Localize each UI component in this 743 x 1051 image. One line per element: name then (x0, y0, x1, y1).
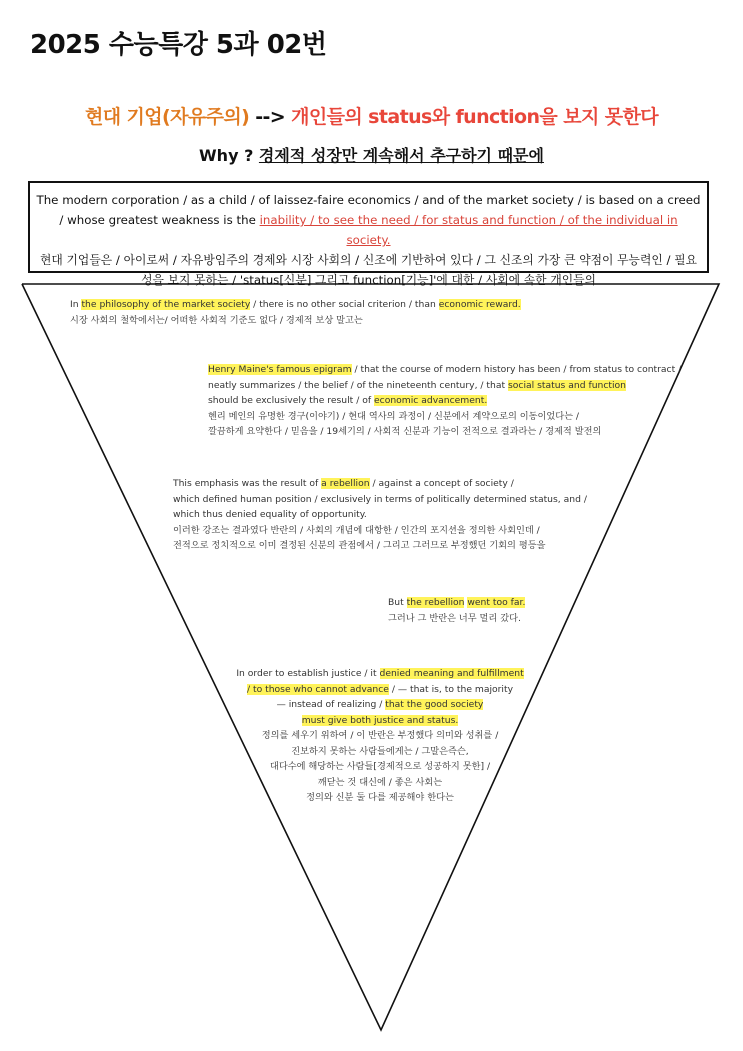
highlight: that the good society (385, 699, 484, 710)
block-2-korean-line-2: 깔끔하게 요약한다 / 믿음을 / 19세기의 / 사회적 신분과 기능이 전적으로 결과라는 / 경제적 발전의 (208, 426, 602, 437)
highlight: economic reward. (438, 299, 521, 310)
text: In (70, 299, 82, 310)
highlight: went too far. (467, 597, 526, 608)
highlight: the rebellion (406, 597, 465, 608)
block-4-korean: 그러나 그 반란은 너무 멀리 갔다. (388, 612, 521, 624)
text: But (388, 597, 407, 608)
block-1-korean: 시장 사회의 철학에서는/ 어떠한 사회적 기준도 없다 / 경제적 보상 말고는 (70, 314, 363, 326)
text: / that the course of modern history has been / from status to contract / (351, 364, 682, 375)
block-1 (70, 297, 521, 328)
block-5 (225, 666, 535, 806)
page-title: 2025 수능특강 5과 02번 (30, 30, 327, 60)
highlight: the philosophy of the market society (81, 299, 251, 310)
block-3 (173, 476, 587, 554)
highlight: a rebellion (321, 478, 370, 489)
text: neatly summarizes / the belief / of the nineteenth century, / that (208, 379, 508, 391)
highlight: economic advancement. (374, 395, 488, 406)
why-prefix: Why ? (199, 146, 259, 165)
block-3-english-line-1 (173, 476, 587, 492)
highlight: must give both justice and status. (301, 714, 459, 726)
block-2-korean-line-1: 헨리 메인의 유명한 경구(이야기) / 현대 역사의 과정이 / 신분에서 계약으로의 이동이었다는 / (208, 410, 580, 422)
block-3-english-line-3: which thus denied equality of opportunity. (173, 509, 367, 520)
text: In order to establish justice / it (236, 668, 380, 679)
block-5-english-line-1 (225, 666, 535, 682)
block-5-korean-line-2: 진보하지 못하는 사람들에게는 / 그말은즉슨, (291, 745, 469, 757)
summary-english-plain: The modern corporation / as a child / of laissez-faire economics / and of the market society / is based on a creed / whose greatest weakness is the (36, 193, 701, 227)
block-3-korean-line-1: 이러한 강조는 결과였다 반란의 / 사회의 개념에 대항한 / 인간의 포지션을 정의한 사회인데 / (173, 524, 540, 536)
highlight: denied meaning and fulfillment (379, 668, 524, 679)
block-4 (388, 595, 525, 626)
block-3-english-line-2: which defined human position / exclusively in terms of politically determined status, and / (173, 493, 587, 505)
headline-arrow: --> (249, 106, 292, 128)
text: / — that is, to the majority (388, 683, 514, 695)
headline-subject: 현대 기업(자유주의) (85, 106, 250, 128)
highlight: Henry Maine's famous epigram (208, 364, 352, 375)
block-5-english-line-2 (225, 682, 535, 698)
block-2 (208, 362, 681, 440)
block-5-korean-line-1: 정의를 세우기 위하여 / 이 반란은 부정했다 의미와 성취를 / (261, 730, 499, 741)
text: This emphasis was the result of (173, 478, 322, 489)
block-4-english (388, 595, 525, 611)
text: / there is no other social criterion / than (250, 299, 439, 310)
summary-korean: 현대 기업들은 / 아이로써 / 자유방임주의 경제와 시장 사회의 / 신조에 기반하여 있다 / 그 신조의 가장 큰 약점이 무능력인 / 필요성을 보지 못하는 / 'status[신분] 그리고 function[기능]'에 대한 / 사회에 속한 개인들의 (39, 253, 698, 287)
highlight: / to those who cannot advance (246, 683, 389, 695)
summary-english-highlight: inability / to see the need / for status and function / of the individual in society. (259, 213, 678, 247)
block-5-english-line-3 (225, 697, 535, 713)
block-3-korean-line-2: 전적으로 정치적으로 이미 결정된 신분의 관점에서 / 그리고 그러므로 부정했던 기회의 평등을 (173, 540, 546, 551)
text: / against a concept of society / (369, 478, 514, 489)
highlight: social status and function (508, 379, 627, 391)
text: should be exclusively the result / of (208, 395, 374, 406)
text: — instead of realizing / (276, 699, 386, 710)
block-5-english-line-4 (225, 713, 535, 729)
headline-result: 개인들의 status와 function을 보지 못한다 (291, 106, 658, 128)
block-2-english-line-2 (208, 378, 681, 394)
block-2-english-line-3 (208, 393, 681, 409)
block-5-korean-line-3: 대다수에 해당하는 사람들[경제적으로 성공하지 못한] / (269, 761, 491, 772)
block-2-english-line-1 (208, 362, 681, 378)
why-reason: 경제적 성장만 계속해서 추구하기 때문에 (258, 146, 544, 165)
block-1-english (70, 297, 521, 313)
block-5-korean-line-4: 깨닫는 것 대신에 / 좋은 사회는 (317, 776, 443, 788)
block-5-korean-line-5: 정의와 신분 둘 다를 제공해야 한다는 (306, 792, 454, 803)
